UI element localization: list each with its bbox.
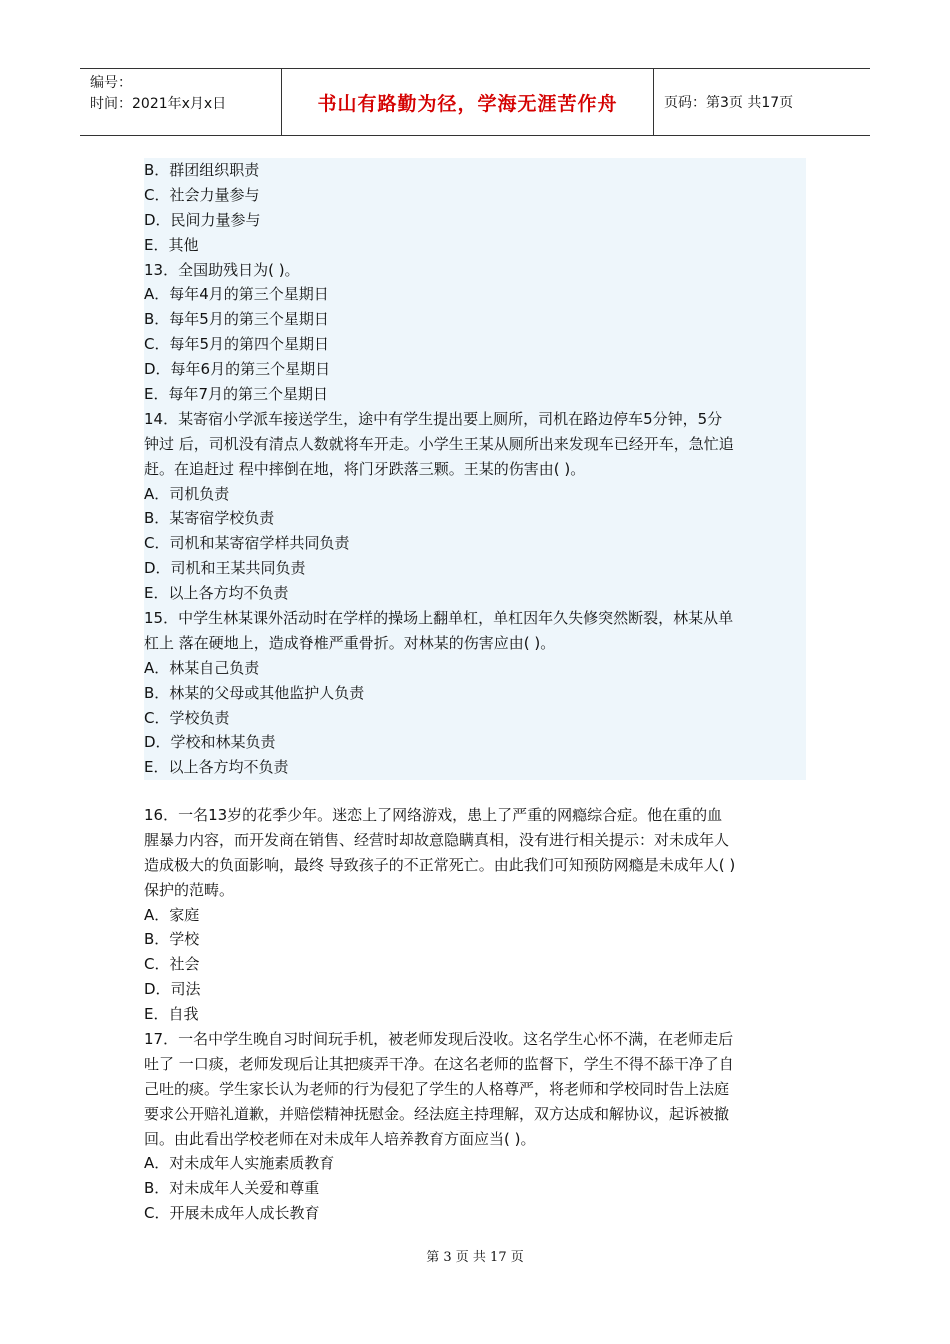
text-line: E．其他	[144, 235, 199, 254]
text-line: 赶。在追赶过 程中摔倒在地，将门牙跌落三颗。王某的伤害由( )。	[144, 459, 586, 478]
text-line: B．群团组织职责	[144, 161, 260, 179]
text-line: B．学校	[144, 930, 200, 949]
page-footer: 第 3 页 共 17 页	[426, 1250, 524, 1265]
text-line: C．社会	[144, 955, 200, 974]
text-line: 13．全国助残日为( )。	[144, 260, 300, 279]
text-line: 杠上 落在硬地上，造成脊椎严重骨折。对林某的伤害应由( )。	[144, 633, 556, 652]
text-line: A．林某自己负责	[144, 658, 260, 677]
text-line: 吐了 一口痰，老师发现后让其把痰弄干净。在这名老师的监督下，学生不得不舔干净了自	[144, 1054, 734, 1073]
time-label: 时间：2021年x月x日	[90, 96, 227, 112]
text-line: B．对未成年人关爱和尊重	[144, 1179, 320, 1198]
text-line: A．司机负责	[144, 484, 230, 503]
text-line: 要求公开赔礼道歉，并赔偿精神抚慰金。经法庭主持理解，双方达成和解协议，起诉被撤	[144, 1104, 730, 1123]
text-line: D．司法	[144, 980, 201, 999]
text-line: 14．某寄宿小学派车接送学生，途中有学生提出要上厕所，司机在路边停车5分钟，5分	[144, 409, 723, 428]
text-line: 钟过 后，司机没有清点人数就将车开走。小学生王某从厕所出来发现车已经开车，急忙追	[144, 434, 734, 453]
number-label: 编号：	[90, 75, 132, 91]
text-line: B．每年5月的第三个星期日	[144, 310, 329, 329]
text-line: D．学校和林某负责	[144, 733, 276, 752]
text-line: 17．一名中学生晚自习时间玩手机，被老师发现后没收。这名学生心怀不满，在老师走后	[144, 1030, 734, 1049]
text-line: E．以上各方均不负责	[144, 584, 289, 603]
text-line: C．学校负责	[144, 708, 230, 727]
text-line: A．对未成年人实施素质教育	[144, 1154, 335, 1173]
text-line: E．自我	[144, 1005, 199, 1024]
text-line: E．以上各方均不负责	[144, 758, 289, 777]
header-page-info: 页码：第3页 共17页	[664, 95, 794, 111]
text-line: D．每年6月的第三个星期日	[144, 360, 331, 379]
text-line: A．家庭	[144, 905, 200, 924]
question-block-highlighted	[144, 158, 806, 780]
text-line: 15．中学生林某课外活动时在学样的操场上翻单杠，单杠因年久失修突然断裂，林某从单	[144, 609, 734, 628]
header-meta	[80, 69, 282, 135]
text-line: D．司机和王某共同负责	[144, 559, 306, 578]
text-line: 造成极大的负面影响，最终 导致孩子的不正常死亡。由此我们可知预防网瘾是未成年人( )	[144, 855, 736, 874]
text-line: 保护的范畴。	[144, 880, 235, 899]
text-line: 腥暴力内容，而开发商在销售、经营时却故意隐瞒真相，没有进行相关提示：对未成年人	[144, 830, 730, 849]
text-line: C．每年5月的第四个星期日	[144, 335, 330, 354]
text-line: B．林某的父母或其他监护人负责	[144, 683, 365, 702]
question-block	[144, 803, 806, 1226]
text-line: A．每年4月的第三个星期日	[144, 285, 329, 304]
text-line: C．社会力量参与	[144, 185, 260, 204]
text-line: 己吐的痰。学生家长认为老师的行为侵犯了学生的人格尊严，将老师和学校同时告上法庭	[144, 1079, 730, 1098]
header-motto: 书山有路勤为径，学海无涯苦作舟	[282, 69, 654, 135]
text-line: C．开展未成年人成长教育	[144, 1204, 320, 1223]
text-line: B．某寄宿学校负责	[144, 509, 275, 528]
text-line: 回。由此看出学校老师在对未成年人培养教育方面应当( )。	[144, 1129, 536, 1148]
text-line: 16．一名13岁的花季少年。迷恋上了网络游戏，患上了严重的网瘾综合症。他在重的血	[144, 806, 723, 824]
page-header	[80, 68, 870, 136]
text-line: D．民间力量参与	[144, 210, 261, 229]
text-line: C．司机和某寄宿学样共同负责	[144, 534, 350, 553]
text-line: E．每年7月的第三个星期日	[144, 385, 329, 404]
